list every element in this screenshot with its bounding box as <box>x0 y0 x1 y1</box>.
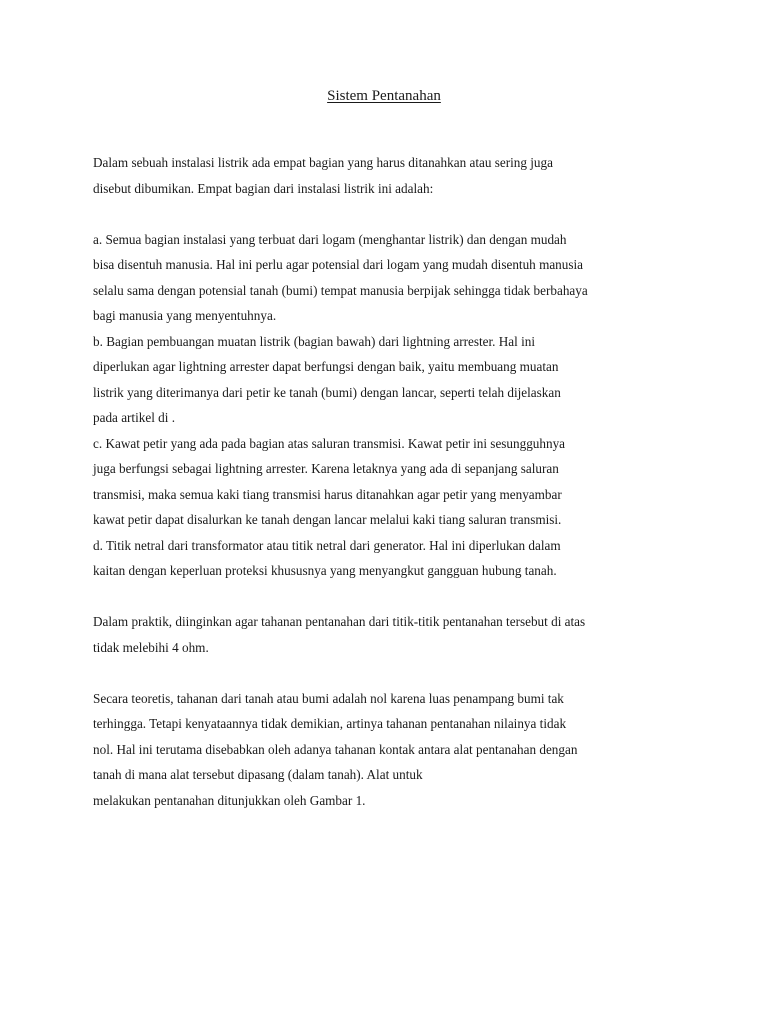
paragraph-gap <box>93 201 693 227</box>
text-line: nol. Hal ini terutama disebabkan oleh adanya tahanan kontak antara alat pentanahan dengan <box>93 741 578 757</box>
text-line: melakukan pentanahan ditunjukkan oleh Gambar 1. <box>93 792 366 808</box>
paragraph <box>93 227 693 584</box>
paragraph <box>93 609 693 660</box>
text-line: juga berfungsi sebagai lightning arrester. Karena letaknya yang ada di sepanjang saluran <box>93 461 559 476</box>
text-line: kawat petir dapat disalurkan ke tanah dengan lancar melalui kaki tiang saluran transmisi. <box>93 512 562 527</box>
text-line: tidak melebihi 4 ohm. <box>93 639 209 655</box>
text-line: kaitan dengan keperluan proteksi khususnya yang menyangkut gangguan hubung tanah. <box>93 563 557 578</box>
text-line: diperlukan agar lightning arrester dapat berfungsi dengan baik, yaitu membuang muatan <box>93 359 559 374</box>
text-line: tanah di mana alat tersebut dipasang (dalam tanah). Alat untuk <box>93 767 423 782</box>
text-line: Dalam praktik, diinginkan agar tahanan pentanahan dari titik-titik pentanahan tersebut di atas <box>93 614 586 629</box>
text-line: pada artikel di . <box>93 410 176 425</box>
text-line: bagi manusia yang menyentuhnya. <box>93 308 277 323</box>
text-line: selalu sama dengan potensial tanah (bumi) tempat manusia berpijak sehingga tidak berbahaya <box>93 282 588 298</box>
text-line: b. Bagian pembuangan muatan listrik (bagian bawah) dari lightning arrester. Hal ini <box>93 333 536 349</box>
paragraph <box>93 686 693 814</box>
text-line: bisa disentuh manusia. Hal ini perlu agar potensial dari logam yang mudah disentuh manusia <box>93 257 584 272</box>
text-line: d. Titik netral dari transformator atau titik netral dari generator. Hal ini diperlukan dalam <box>93 537 561 553</box>
text-line: listrik yang diterimanya dari petir ke tanah (bumi) dengan lancar, seperti telah dijelaskan <box>93 384 561 400</box>
text-line: terhingga. Tetapi kenyataannya tidak demikian, artinya tahanan pentanahan nilainya tidak <box>93 716 567 731</box>
document-body <box>93 150 693 813</box>
text-line: Dalam sebuah instalasi listrik ada empat bagian yang harus ditanahkan atau sering juga <box>93 155 553 170</box>
text-line: a. Semua bagian instalasi yang terbuat dari logam (menghantar listrik) dan dengan mudah <box>93 231 567 247</box>
document-title: Sistem Pentanahan <box>327 88 441 104</box>
text-line: c. Kawat petir yang ada pada bagian atas saluran transmisi. Kawat petir ini sesungguhnya <box>93 435 566 451</box>
paragraph-gap <box>93 584 693 610</box>
text-line: Secara teoretis, tahanan dari tanah atau bumi adalah nol karena luas penampang bumi tak <box>93 690 564 706</box>
paragraph <box>93 150 693 201</box>
text-line: disebut dibumikan. Empat bagian dari instalasi listrik ini adalah: <box>93 180 434 196</box>
paragraph-gap <box>93 660 693 686</box>
text-line: transmisi, maka semua kaki tiang transmisi harus ditanahkan agar petir yang menyambar <box>93 486 562 502</box>
